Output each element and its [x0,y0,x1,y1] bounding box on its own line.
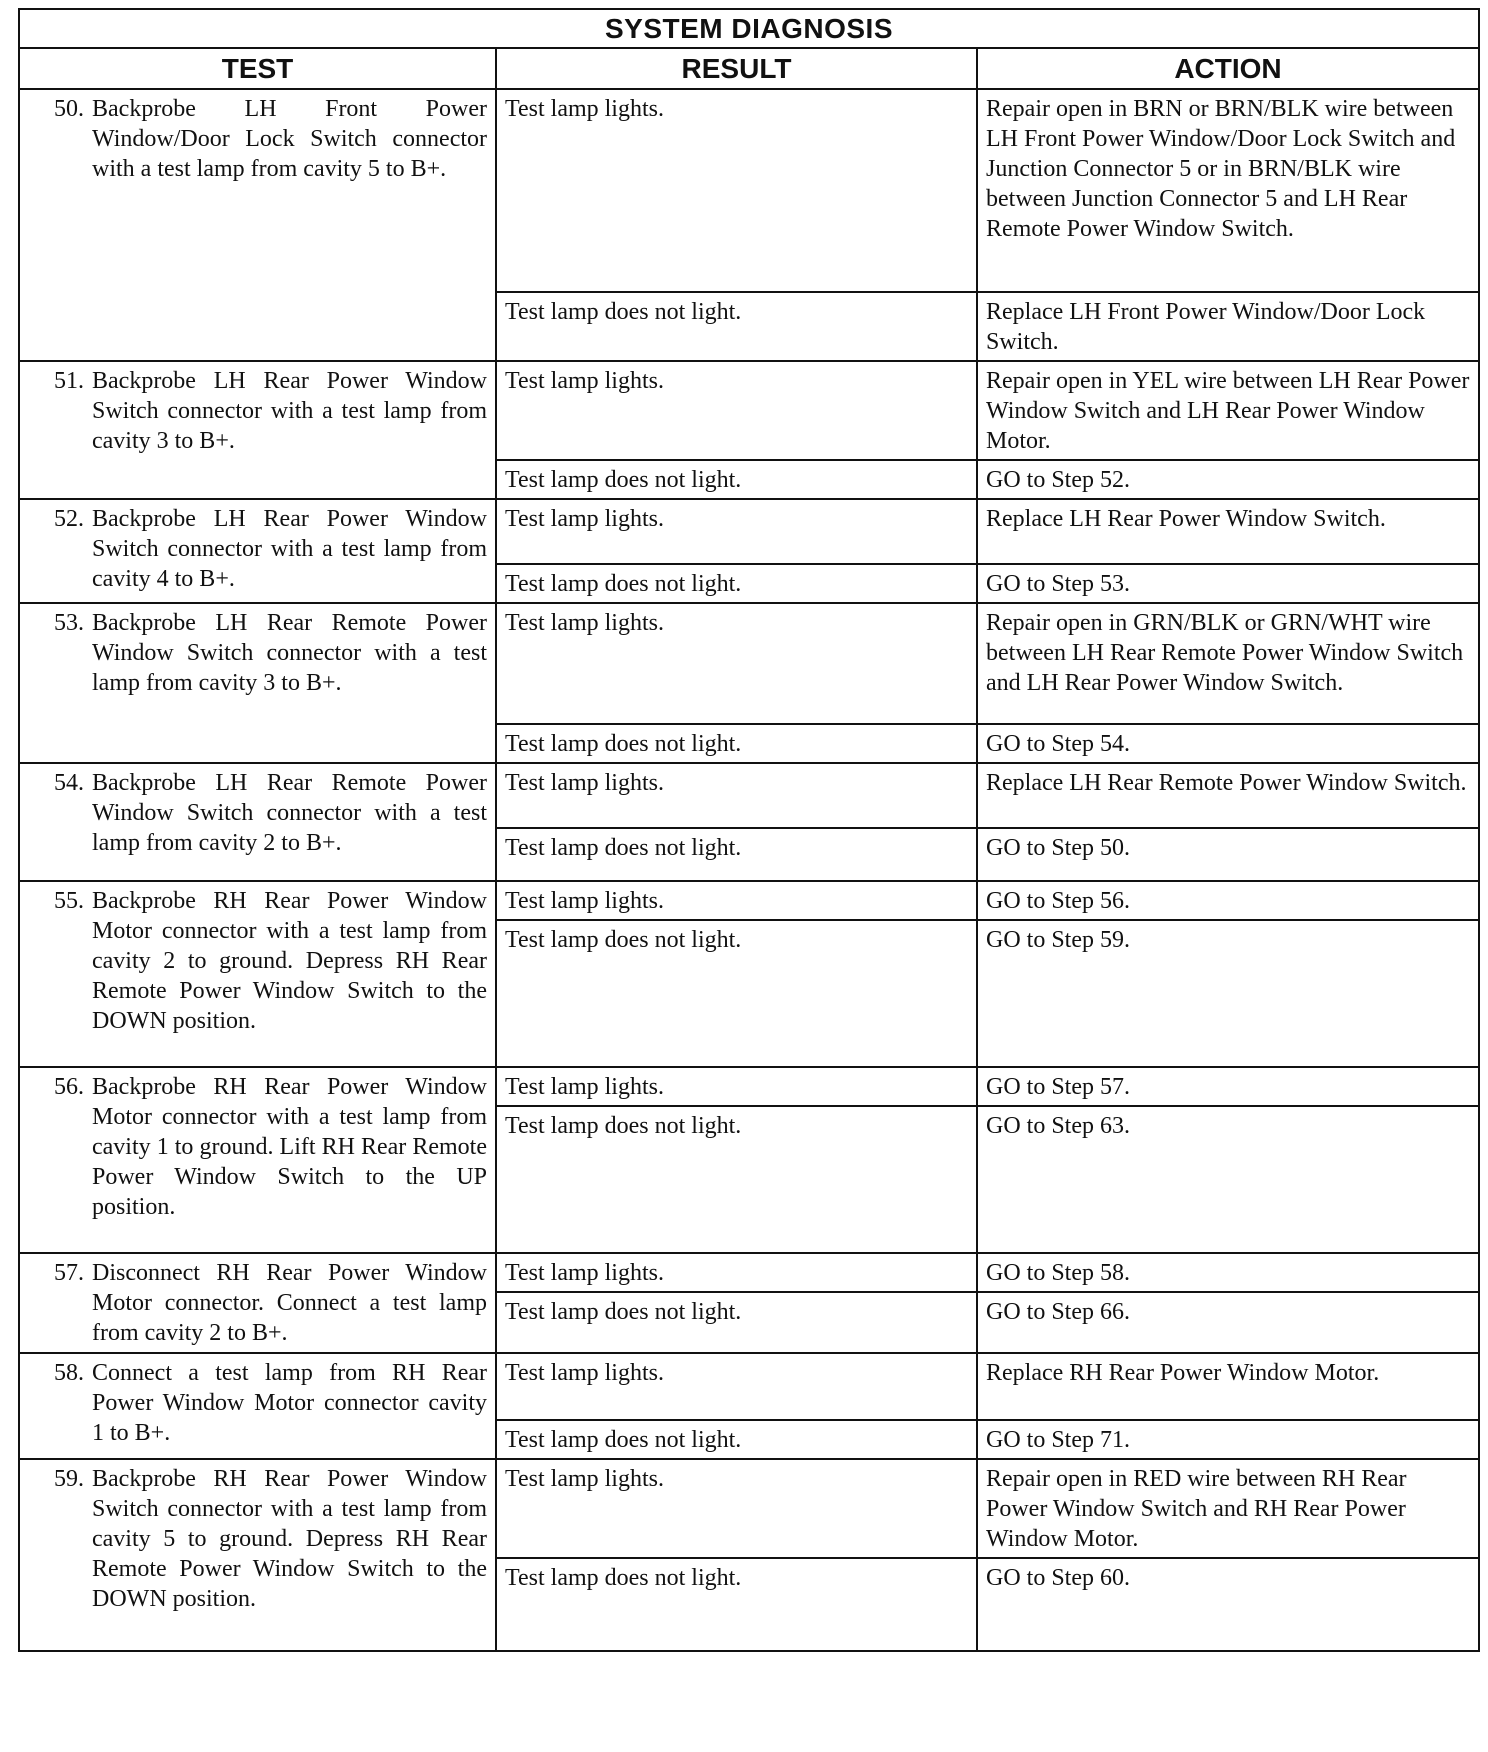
table-row [19,1253,1479,1292]
step-number: 53. [54,610,84,636]
result-cell: Test lamp does not light. [496,1420,977,1459]
action-cell: Repair open in BRN or BRN/BLK wire between LH Front Power Window/Door Lock Switch and Junction Connector 5 or in BRN/BLK wire between Junction Connector 5 and LH Rear Remote Power Window Switch. [977,89,1479,292]
action-cell: Repair open in GRN/BLK or GRN/WHT wire between LH Rear Remote Power Window Switch and LH Rear Power Window Switch. [977,603,1479,724]
result-cell: Test lamp does not light. [496,564,977,603]
test-cell [19,499,496,603]
test-cell [19,1067,496,1253]
result-cell: Test lamp lights. [496,1353,977,1420]
result-cell: Test lamp lights. [496,763,977,828]
action-cell: GO to Step 63. [977,1106,1479,1253]
test-cell [19,1253,496,1353]
step-number: 54. [54,770,84,796]
table-row [19,361,1479,460]
step-text: Backprobe LH Rear Power Window Switch connector with a test lamp from cavity 4 to B+. [92,506,487,592]
result-cell: Test lamp lights. [496,89,977,292]
result-cell: Test lamp lights. [496,603,977,724]
table-row [19,603,1479,724]
table-row [19,1459,1479,1558]
action-cell: Replace RH Rear Power Window Motor. [977,1353,1479,1420]
step-number: 52. [54,506,84,532]
result-cell: Test lamp lights. [496,499,977,564]
action-cell: Repair open in YEL wire between LH Rear Power Window Switch and LH Rear Power Window Motor. [977,361,1479,460]
table-row [19,89,1479,292]
test-cell [19,1353,496,1459]
result-cell: Test lamp does not light. [496,460,977,499]
action-cell: Replace LH Front Power Window/Door Lock Switch. [977,292,1479,361]
test-cell [19,603,496,763]
step-text: Backprobe RH Rear Power Window Motor connector with a test lamp from cavity 2 to ground. Depress RH Rear Remote Power Window Switch to the DOWN position. [92,888,487,1034]
step-number: 58. [54,1360,84,1386]
result-cell: Test lamp does not light. [496,1558,977,1651]
result-cell: Test lamp does not light. [496,828,977,881]
action-cell: GO to Step 60. [977,1558,1479,1651]
action-cell: GO to Step 66. [977,1292,1479,1353]
result-cell: Test lamp lights. [496,361,977,460]
table-row [19,1067,1479,1106]
result-cell: Test lamp lights. [496,1253,977,1292]
test-cell [19,1459,496,1651]
action-cell: GO to Step 71. [977,1420,1479,1459]
step-number: 51. [54,368,84,394]
table-title: SYSTEM DIAGNOSIS [19,9,1479,48]
table-row [19,1353,1479,1420]
step-text: Connect a test lamp from RH Rear Power Window Motor connector cavity 1 to B+. [92,1360,487,1446]
table-row [19,881,1479,920]
action-cell: GO to Step 54. [977,724,1479,763]
step-number: 56. [54,1074,84,1100]
step-text: Backprobe LH Front Power Window/Door Lock Switch connector with a test lamp from cavity 5 to B+. [92,96,487,182]
action-cell: GO to Step 58. [977,1253,1479,1292]
step-text: Disconnect RH Rear Power Window Motor connector. Connect a test lamp from cavity 2 to B+. [92,1260,487,1346]
action-cell: GO to Step 59. [977,920,1479,1067]
column-header-test: TEST [19,48,496,89]
step-number: 59. [54,1466,84,1492]
step-text: Backprobe LH Rear Power Window Switch connector with a test lamp from cavity 3 to B+. [92,368,487,454]
system-diagnosis-table [18,8,1480,1652]
action-cell: Repair open in RED wire between RH Rear Power Window Switch and RH Rear Power Window Motor. [977,1459,1479,1558]
action-cell: GO to Step 57. [977,1067,1479,1106]
action-cell: Replace LH Rear Power Window Switch. [977,499,1479,564]
step-number: 55. [54,888,84,914]
page [18,8,1478,1652]
result-cell: Test lamp does not light. [496,1292,977,1353]
result-cell: Test lamp does not light. [496,724,977,763]
step-text: Backprobe RH Rear Power Window Switch connector with a test lamp from cavity 5 to ground. Depress RH Rear Remote Power Window Switch to the DOWN position. [92,1466,487,1612]
test-cell [19,881,496,1067]
result-cell: Test lamp lights. [496,881,977,920]
column-header-action: ACTION [977,48,1479,89]
result-cell: Test lamp does not light. [496,920,977,1067]
action-cell: GO to Step 52. [977,460,1479,499]
step-number: 57. [54,1260,84,1286]
test-cell [19,89,496,361]
test-cell [19,361,496,499]
test-cell [19,763,496,881]
step-text: Backprobe LH Rear Remote Power Window Switch connector with a test lamp from cavity 3 to B+. [92,610,487,696]
column-header-result: RESULT [496,48,977,89]
step-text: Backprobe LH Rear Remote Power Window Switch connector with a test lamp from cavity 2 to B+. [92,770,487,856]
step-text: Backprobe RH Rear Power Window Motor connector with a test lamp from cavity 1 to ground. Lift RH Rear Remote Power Window Switch to the UP position. [92,1074,487,1220]
result-cell: Test lamp does not light. [496,292,977,361]
result-cell: Test lamp lights. [496,1067,977,1106]
table-row [19,763,1479,828]
action-cell: GO to Step 50. [977,828,1479,881]
action-cell: GO to Step 56. [977,881,1479,920]
table-row [19,499,1479,564]
result-cell: Test lamp does not light. [496,1106,977,1253]
result-cell: Test lamp lights. [496,1459,977,1558]
action-cell: GO to Step 53. [977,564,1479,603]
action-cell: Replace LH Rear Remote Power Window Switch. [977,763,1479,828]
step-number: 50. [54,96,84,122]
